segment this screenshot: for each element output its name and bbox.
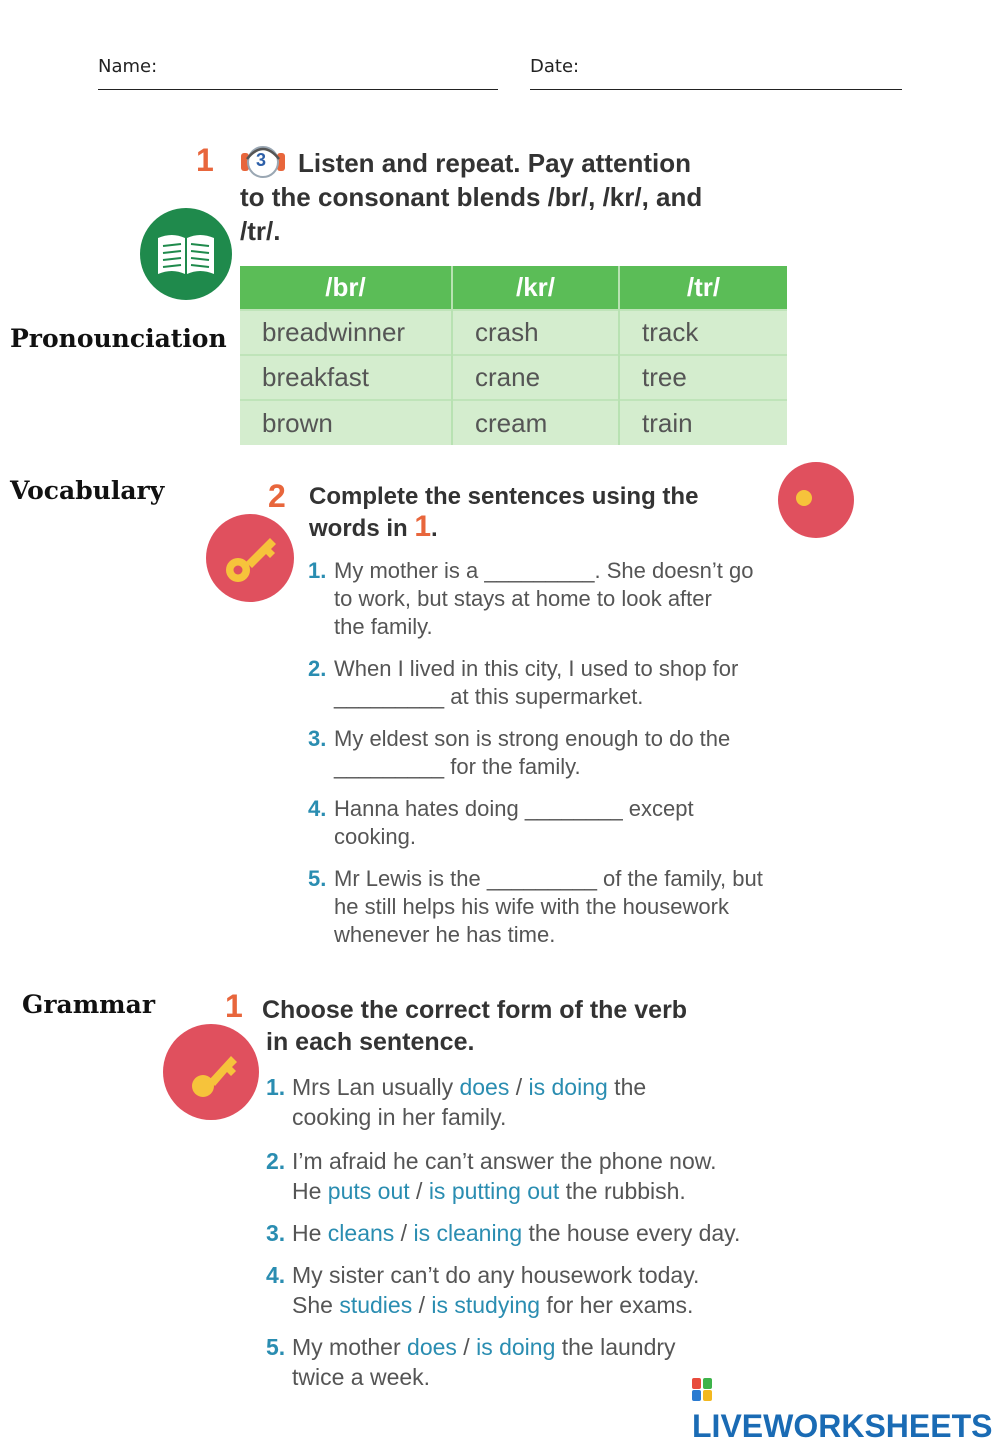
item-line: My mother is a _________. She doesn’t go (334, 558, 754, 583)
item-number: 5. (266, 1334, 286, 1360)
verb-option[interactable]: is doing (476, 1334, 556, 1360)
item-text: for her exams. (540, 1292, 694, 1318)
option-separator: / (456, 1334, 477, 1360)
key-icon (778, 462, 808, 538)
verb-option[interactable]: does (407, 1334, 457, 1360)
item-number: 5. (308, 866, 327, 891)
item-text: the rubbish. (559, 1178, 686, 1204)
audio-track-icon[interactable] (239, 143, 287, 179)
option-separator: / (509, 1074, 529, 1100)
item-line (292, 1290, 796, 1320)
exercise-number: 1 (225, 988, 243, 1024)
option-separator: / (412, 1292, 432, 1318)
exercise-title (309, 512, 438, 544)
column-header: /br/ (240, 266, 452, 310)
list-item (308, 725, 798, 781)
list-item (308, 655, 798, 711)
item-line (292, 1176, 796, 1206)
item-number: 3. (308, 726, 327, 751)
column-header: /tr/ (619, 266, 787, 310)
item-number: 2. (266, 1148, 286, 1174)
list-item (266, 1218, 796, 1248)
verb-option[interactable]: is doing (528, 1074, 608, 1100)
exercise-number: 2 (268, 478, 286, 514)
exercise-title: Complete the sentences using the (309, 483, 699, 510)
exercise-title: /tr/. (240, 216, 281, 246)
open-book-icon (140, 208, 232, 300)
table-cell: breadwinner (240, 310, 452, 355)
name-field[interactable] (98, 56, 498, 77)
verb-option[interactable]: cleans (327, 1220, 395, 1246)
verb-option[interactable]: is studying (431, 1292, 541, 1318)
list-item (266, 1146, 796, 1206)
date-input-line[interactable] (530, 89, 902, 90)
item-line: I’m afraid he can’t answer the phone now. (292, 1148, 717, 1174)
item-number: 1. (266, 1074, 286, 1100)
date-field[interactable] (530, 56, 902, 77)
item-line: My eldest son is strong enough to do the (334, 726, 731, 751)
pronunciation-label: Pronounciation (10, 324, 227, 353)
verb-option[interactable]: studies (339, 1292, 413, 1318)
list-item (266, 1260, 796, 1320)
table-cell: crane (452, 355, 619, 400)
item-line: My sister can’t do any housework today. (292, 1262, 700, 1288)
item-number: 1. (308, 558, 327, 583)
item-text: the house every day. (522, 1220, 741, 1246)
item-line: When I lived in this city, I used to shop for (334, 656, 739, 681)
item-number: 4. (266, 1262, 286, 1288)
brand-text: LIVEWORKSHEETS (692, 1408, 993, 1444)
table-cell: track (619, 310, 787, 355)
list-item (308, 865, 798, 949)
item-line: whenever he has time. (334, 922, 556, 947)
table-cell: train (619, 400, 787, 445)
item-line (292, 1072, 796, 1102)
exercise-title: to the consonant blends /br/, /kr/, and (240, 182, 703, 212)
name-input-line[interactable] (98, 89, 498, 90)
item-number: 3. (266, 1220, 286, 1246)
key-icon (206, 514, 294, 602)
exercise-title: in each sentence. (266, 1028, 475, 1056)
consonant-blends-table (240, 266, 787, 445)
list-item (266, 1072, 796, 1132)
grammar-items (266, 1072, 796, 1392)
vocabulary-label: Vocabulary (10, 476, 165, 505)
item-line: Hanna hates doing ________ except (334, 796, 694, 821)
verb-option[interactable]: puts out (327, 1178, 410, 1204)
item-line: _________ for the family. (334, 754, 581, 779)
item-text: the laundry (555, 1334, 676, 1360)
table-cell: cream (452, 400, 619, 445)
item-line (292, 1332, 796, 1362)
item-line: _________ at this supermarket. (334, 684, 644, 709)
item-number: 4. (308, 796, 327, 821)
item-number: 2. (308, 656, 327, 681)
track-number: 3 (256, 150, 267, 170)
item-line: Mr Lewis is the _________ of the family, but (334, 866, 763, 891)
item-line: he still helps his wife with the housework (334, 894, 729, 919)
title-end: . (431, 515, 438, 542)
item-line: twice a week. (292, 1364, 431, 1390)
item-line: cooking. (334, 824, 416, 849)
item-text: Mrs Lan usually (292, 1074, 460, 1100)
vocabulary-items (308, 557, 798, 949)
item-text: He (292, 1178, 328, 1204)
item-text: He (292, 1220, 328, 1246)
list-item (308, 557, 798, 641)
table-cell: brown (240, 400, 452, 445)
option-separator: / (394, 1220, 414, 1246)
list-item (308, 795, 798, 851)
exercise-title: Listen and repeat. Pay attention (298, 148, 691, 178)
item-text: the (607, 1074, 647, 1100)
verb-option[interactable]: is cleaning (413, 1220, 523, 1246)
verb-option[interactable]: does (459, 1074, 510, 1100)
item-text: She (292, 1292, 340, 1318)
item-text: My mother (292, 1334, 408, 1360)
grammar-label: Grammar (22, 990, 155, 1019)
brand-icon (692, 1376, 714, 1402)
name-label: Name: (98, 56, 158, 77)
title-reference: 1 (414, 510, 432, 543)
option-separator: / (409, 1178, 429, 1204)
table-row (240, 400, 787, 445)
exercise-title: Choose the correct form of the verb (262, 996, 688, 1024)
key-icon (193, 1024, 259, 1120)
table-row (240, 355, 787, 400)
exercise-number: 1 (196, 142, 214, 178)
verb-option[interactable]: is putting out (428, 1178, 560, 1204)
table-cell: breakfast (240, 355, 452, 400)
title-text: words in (309, 515, 408, 542)
table-cell: tree (619, 355, 787, 400)
table-header-row (240, 266, 787, 310)
item-line: cooking in her family. (292, 1104, 507, 1130)
table-cell: crash (452, 310, 619, 355)
liveworksheets-logo[interactable] (692, 1371, 1000, 1445)
date-label: Date: (530, 56, 580, 77)
column-header: /kr/ (452, 266, 619, 310)
table-row (240, 310, 787, 355)
item-line (292, 1218, 796, 1248)
item-line: to work, but stays at home to look after (334, 586, 712, 611)
item-line: the family. (334, 614, 433, 639)
